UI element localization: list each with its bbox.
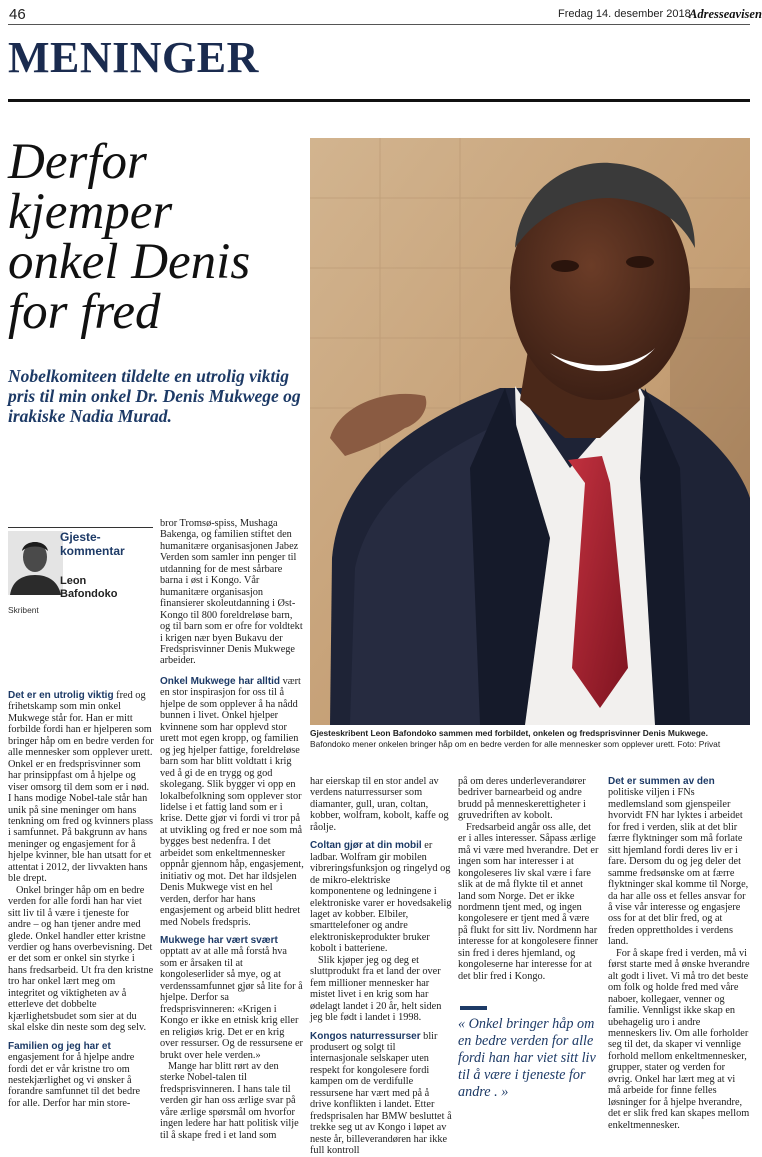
author-name-line: Leon [60, 575, 87, 587]
paragraph-lead: Mukwege har vært svært [160, 934, 278, 946]
author-kicker [60, 531, 125, 558]
page-number: 46 [9, 6, 26, 23]
paragraph-text: politiske viljen i FNs medlemsland som gjenspeiler hvorvidt FN har lyktes i arbeidet for fred i verden, slik at det blir færre flyktninger som må forlate sitt hjemland fordi deres liv er i fare. Dersom du og jeg deler det samme fredsønske om at færre flyktninger skal komme til Norge, da har alle oss et felles ansvar for å vise vår interesse og engasjere oss for at det blir fred, og at freden opprettholdes i verdens land. [608, 787, 749, 948]
paragraph-text: opptatt av at alle må forstå hva som er årsaken til at kongoleserlider så mye, og at verdenssamfunnet gjør så lite for å hjelpe. Derfor sa fredsprisvinneren: «Krigen i Kongo er ikke en etnisk krig eller en religiøs krig. Det er en krig over ressurser. Og de ressursene er brukt over hele verden.» [160, 946, 303, 1061]
paragraph-lead: Familien og jeg har et [8, 1040, 111, 1052]
author-kicker-line: kommentar [60, 543, 125, 558]
photo-illustration [310, 138, 750, 725]
section-rule [8, 99, 750, 102]
body-column-1 [8, 690, 154, 1109]
body-column-5 [608, 776, 750, 1131]
headline-line: kjemper [8, 184, 173, 240]
avatar [8, 531, 63, 595]
paragraph-text: blir produsert og solgt til internasjonale selskaper uten respekt for kongolesere fordi kampen om de verdifulle ressursene har vært med på å drive konflikten i landet. Etter fredsprisalen har BMW besluttet å trekke seg ut av Kongo i løpet av neste år, billeverandøren har ikke full kontroll [310, 1030, 452, 1157]
paragraph [310, 1031, 452, 1157]
caption-credit: Foto: Privat [675, 739, 721, 749]
paragraph-text: fred og frihetskamp som min onkel Mukwege står for. Han er mitt forbilde fordi han er hjelperen som bringer håp om en bedre verden for alle mennesker som opplever urett. Onkel er en fredsprisvinner som har prinsippfast om å hjelpe og viser omsorg til dem som er i nød. I hans modige Nobel-tale står han unik på sine meninger om hans tenkning om fred og kvinners plass i samfunnet. På bakgrunn av hans meninger og engasjement for å hjelpe kvinner, ble han utsatt for et attentat i 2012, der livvakten hans ble drept. [8, 690, 154, 885]
photo-caption [310, 728, 750, 750]
paragraph: For å skape fred i verden, må vi først starte med å ønske hverandre alt godt i livet. Vi må tro det beste om folk og holde fred med våre naboer, kollegaer, venner og familie. Vennligst ikke skap en ubehagelig uro i andre menneskers liv. Om alle forholder seg til det, da skaper vi vennlige forhold mellom enkeltmennesker, grupper, stater og verden for øvrig. Onkel har lært meg at vi må arbeide for finne felles løsninger for å hjelpe hverandre, det er slik fred kan skapes mellom enkeltmennesker. [608, 947, 750, 1131]
caption-bold: Gjesteskribent Leon Bafondoko sammen med forbildet, onkelen og fredsprisvinner Denis Mukwege. [310, 728, 708, 738]
article-photo [310, 138, 750, 725]
author-box [8, 527, 153, 602]
paragraph: Fredsarbeid angår oss alle, det er i alles interesser. Såpass ærlige må vi være med hverandre. Det er ingen som har interesser i at kongoleseres liv skal være i fare slik at de må flykte til et annet land som Norge. Det er ikke nordmenn tjent med, og ingen kongolesere er tjent med å være på flukt for sitt liv. Nordmenn har interesse for at kongolesere finner sin fred i deres hjemland, og kongoleserne har interesse for at det blir fred i Kongo. [458, 821, 599, 982]
headline-line: Derfor [8, 134, 147, 190]
paragraph-lead: Coltan gjør at din mobil [310, 840, 422, 852]
author-photo-icon [8, 531, 63, 595]
body-column-3 [310, 776, 452, 1157]
paragraph-lead: Onkel Mukwege har alltid [160, 676, 281, 687]
section-title: MENINGER [8, 33, 259, 82]
paragraph: på om deres underleverandører bedriver barnearbeid og andre brudd på menneskerettigheter i gruvedriften av kobolt. [458, 776, 586, 822]
paragraph-text: er ladbar. Wolfram gir mobilen vibreringsfunksjon og ringelyd og de mikro-elektriske komponentene og ledningene i elektroniske varer er hovedsakelig laget av kobber. Elbiler, smarttelefoner og andre elektroniskeprodukter bruker kobolt i batteriene. [310, 840, 452, 955]
dateline: Fredag 14. desember 2018 [558, 8, 691, 20]
paragraph-lead: Det er en utrolig viktig [8, 690, 114, 701]
paragraph [8, 1041, 154, 1110]
pull-quote-bar [460, 1006, 487, 1010]
paragraph [8, 690, 154, 885]
author-name-line: Bafondoko [60, 587, 118, 600]
body-column-2-continued [160, 676, 305, 1141]
paragraph [608, 776, 750, 948]
author-role: Skribent [8, 605, 39, 615]
paragraph: Onkel bringer håp om en bedre verden for alle fordi han har viet sitt liv til å være i tjeneste for andre – og han tjener andre med glede. Onkel handler etter kristne verdier og hans overbevisning. Det er det som er onkel sin styrke i hans fredsarbeid. Ut fra den kristne tro har onkel lært meg om integritet og viktigheten av å etterleve det dobbelte kjærlighetsbudet som sier at du skal elske din neste som deg selv. [8, 884, 154, 1034]
paragraph: har eierskap til en stor andel av verdens naturressurser som diamanter, gull, uran, coltan, kobber, wolfram, kobolt, kaffe og råolje. [310, 776, 449, 833]
header-rule [8, 24, 750, 25]
paragraph-text: vært en stor inspirasjon for oss til å hjelpe de som opplever å ha nådd bunnen i livet. Onkel hjelper kvinnene som har opplevd stor urett mot egen kropp, og familien og jeg hjelper fattige, foreldreløse barn som har blitt voldtatt i krig ved å gi de en trygg og god skolegang. Slik bygger vi opp en lokalbefolkning som opplever stor lidelse i et fattig land som er i krise. Dette gjør vi fordi vi tror på at utvikling og fred er noe som må bygges best nedenfra. I det arbeidet som enkeltmennesker oppnår gjennom håp, engasjement, initiativ og mot. Det har ildsjelen Denis Mukwege vist en hel verden, derfor har hans engasjement og arbeid blitt hedret med Nobels fredspris. [160, 676, 304, 928]
pull-quote: « Onkel bringer håp om en bedre verden for alle fordi han har viet sitt liv til å være i tjeneste for andre . » [458, 1016, 596, 1100]
paragraph: Slik kjøper jeg og deg et sluttprodukt fra et land der over fem millioner mennesker har mistet livet i en krig som har ødelagt landet i 20 år, helt siden jeg ble født i landet i 1998. [310, 954, 442, 1024]
headline [8, 134, 308, 340]
paragraph [160, 676, 305, 928]
caption-text: Bafondoko mener onkelen bringer håp om en bedre verden for alle mennesker som opplever urett. [310, 739, 675, 749]
paragraph [310, 840, 452, 955]
headline-line: for fred [8, 284, 161, 340]
author-kicker-line: Gjeste- [60, 530, 101, 544]
author-name [60, 575, 117, 600]
headline-line: onkel Denis [8, 234, 251, 290]
paragraph: Mange har blitt rørt av den sterke Nobel-talen til fredsprisvinneren. I hans tale til verden gir han oss ærlige svar på våre ærlige spørsmål om hvorfor ingen ledere har hatt politisk vilje til å skape fred i et land som [160, 1060, 299, 1141]
body-column-4 [458, 776, 600, 982]
paragraph-lead: Kongos naturressurser [310, 1030, 421, 1042]
paragraph: bror Tromsø-spiss, Mushaga Bakenga, og familien stiftet den humanitære organisasjonen Jabez Verden som samler inn penger til utdanning for de mest sårbare barna i øst i Kongo. Vår humanitære organisasjon finansierer skoleutdanning i Øst-Kongo til 800 foreldreløse barn, og til barn som er ofre for voldtekt i krigen nær byen Bukavu der Fredsprisvinner Denis Mukwege arbeider. [160, 518, 303, 667]
paragraph [160, 935, 305, 1061]
lede: Nobelkomiteen tildelte en utrolig viktig pris til min onkel Dr. Denis Mukwege og irakiske Nadia Murad. [8, 366, 301, 426]
paragraph-text: engasjement for å hjelpe andre fordi det er vår kristne tro om nestekjærlighet og vi ønsker å forandre samfunnet til det bedre for alle. Derfor har min store- [8, 1052, 141, 1109]
paragraph-lead: Det er summen av den [608, 776, 715, 787]
body-column-2 [160, 518, 305, 667]
newspaper-logo: Adresseavisen [689, 7, 762, 21]
